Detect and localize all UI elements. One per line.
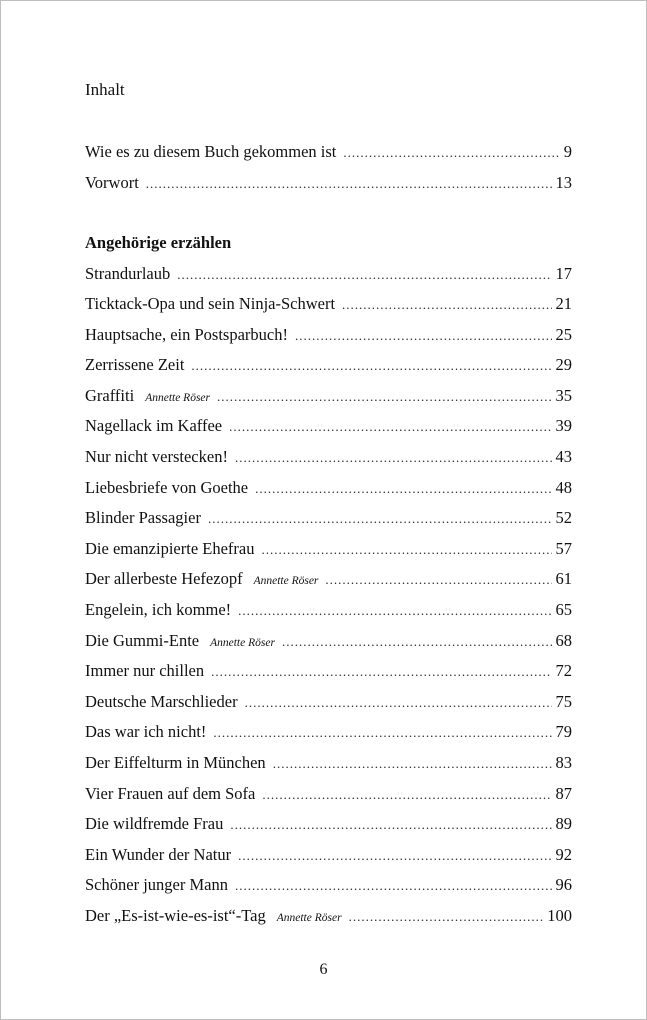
toc-entry-page: 17 — [555, 263, 572, 283]
toc-entry-page: 43 — [555, 447, 572, 467]
toc-entry-title: Zerrissene Zeit — [85, 355, 185, 375]
toc-entry-title: Vier Frauen auf dem Sofa — [85, 783, 256, 803]
toc-entry-page: 13 — [555, 172, 572, 192]
toc-entry-page: 79 — [555, 722, 572, 742]
toc-entry-title: Der „Es-ist-wie-es-ist“-Tag — [85, 905, 266, 925]
section-block — [85, 233, 572, 937]
toc-entry — [85, 569, 572, 600]
toc-entry-title: Nagellack im Kaffee — [85, 416, 223, 436]
toc-entry-title: Der Eiffelturm in München — [85, 753, 266, 772]
toc-entry — [85, 173, 572, 204]
dot-leader — [230, 814, 551, 835]
toc-entry-page: 72 — [555, 661, 572, 681]
toc-entry-page: 21 — [555, 294, 572, 314]
toc-entry-page: 92 — [555, 844, 572, 864]
front-matter-list — [85, 142, 572, 203]
toc-entry — [85, 447, 572, 478]
dot-leader — [238, 845, 551, 866]
toc-entry-title: Der allerbeste Hefezopf — [85, 569, 243, 589]
toc-entry-title: Vorwort — [85, 172, 139, 192]
toc-entry-title: Die Gummi-Ente — [85, 630, 200, 650]
toc-entry-author: Annette Röser — [253, 575, 319, 588]
toc-entry-page: 83 — [555, 753, 572, 772]
toc-entry-page: 87 — [555, 783, 572, 803]
toc-entry-author: Annette Röser — [210, 636, 275, 649]
toc-entry-title: Blinder Passagier — [85, 508, 201, 528]
toc-entry-title: Hauptsache, ein Postsparbuch! — [85, 324, 288, 344]
page-heading: Inhalt — [85, 80, 125, 99]
toc-entry-title: Immer nur chillen — [85, 661, 205, 681]
toc-entry-title: Schöner junger Mann — [85, 875, 228, 895]
toc-entry — [85, 600, 572, 631]
toc-entry-page: 75 — [555, 691, 572, 711]
dot-leader — [146, 173, 552, 194]
toc-entry — [85, 631, 572, 662]
toc-entry-title: Das war ich nicht! — [85, 722, 207, 742]
toc-entry-page: 57 — [555, 538, 572, 558]
toc-entry — [85, 508, 572, 539]
toc-entry — [85, 294, 572, 325]
toc-entry — [85, 845, 572, 876]
dot-leader — [325, 569, 551, 590]
toc-entry — [85, 325, 572, 356]
toc-entry — [85, 264, 572, 295]
page-number: 6 — [319, 961, 328, 978]
toc-entry-page: 96 — [555, 875, 572, 895]
toc-entry-author: Annette Röser — [276, 911, 342, 924]
toc-entry-title: Graffiti — [85, 385, 135, 405]
toc-entry — [85, 784, 572, 815]
toc-entry — [85, 814, 572, 845]
toc-entry-author: Annette Röser — [145, 391, 211, 404]
dot-leader — [211, 661, 551, 682]
dot-leader — [349, 906, 544, 927]
dot-leader — [213, 722, 551, 743]
toc-entry — [85, 478, 572, 509]
dot-leader — [235, 875, 552, 896]
dot-leader — [282, 631, 552, 652]
dot-leader — [262, 539, 552, 560]
toc-entry-title: Nur nicht verstecken! — [85, 447, 228, 467]
toc-entry-page: 48 — [555, 477, 572, 497]
dot-leader — [217, 386, 551, 407]
dot-leader — [235, 447, 552, 468]
toc-entry-page: 68 — [555, 630, 572, 650]
toc-entry-page: 9 — [563, 142, 572, 161]
dot-leader — [295, 325, 552, 346]
dot-leader — [208, 508, 552, 529]
toc-entry — [85, 753, 572, 784]
toc-entry-title: Die wildfremde Frau — [85, 814, 224, 834]
dot-leader — [177, 264, 551, 285]
toc-entry-title: Die emanzipierte Ehefrau — [85, 538, 255, 558]
toc-entry — [85, 692, 572, 723]
toc-entry — [85, 661, 572, 692]
dot-leader — [342, 294, 551, 315]
toc-entry-page: 89 — [555, 814, 572, 834]
dot-leader — [262, 784, 551, 805]
toc-entry-page: 25 — [555, 324, 572, 344]
dot-leader — [273, 753, 552, 774]
toc-entry-page: 61 — [555, 569, 572, 589]
section-entry-list — [85, 264, 572, 937]
toc-entry-title: Deutsche Marschlieder — [85, 691, 238, 711]
toc-entry-page: 35 — [555, 385, 572, 405]
toc-entry — [85, 875, 572, 906]
toc-entry-page: 100 — [547, 905, 572, 925]
toc-entry — [85, 416, 572, 447]
toc-entry-title: Wie es zu diesem Buch gekommen ist — [85, 142, 337, 161]
toc-entry — [85, 722, 572, 753]
dot-leader — [229, 416, 551, 437]
dot-leader — [245, 692, 552, 713]
dot-leader — [238, 600, 551, 621]
section-title: Angehörige erzählen — [85, 233, 232, 252]
toc-entry-title: Liebesbriefe von Goethe — [85, 477, 249, 497]
toc-entry-page: 52 — [555, 508, 572, 528]
toc-entry-page: 29 — [555, 355, 572, 375]
toc-entry — [85, 539, 572, 570]
toc-entry — [85, 355, 572, 386]
dot-leader — [343, 142, 559, 163]
toc-entry — [85, 142, 572, 173]
toc-entry-title: Ticktack-Opa und sein Ninja-Schwert — [85, 294, 336, 314]
toc-entry-title: Strandurlaub — [85, 263, 171, 283]
toc-entry-title: Engelein, ich komme! — [85, 600, 232, 620]
toc-entry-page: 65 — [555, 600, 572, 620]
toc-entry — [85, 386, 572, 417]
dot-leader — [191, 355, 551, 376]
toc-entry — [85, 906, 572, 937]
dot-leader — [255, 478, 551, 499]
toc-entry-title: Ein Wunder der Natur — [85, 844, 232, 864]
toc-entry-page: 39 — [555, 416, 572, 436]
